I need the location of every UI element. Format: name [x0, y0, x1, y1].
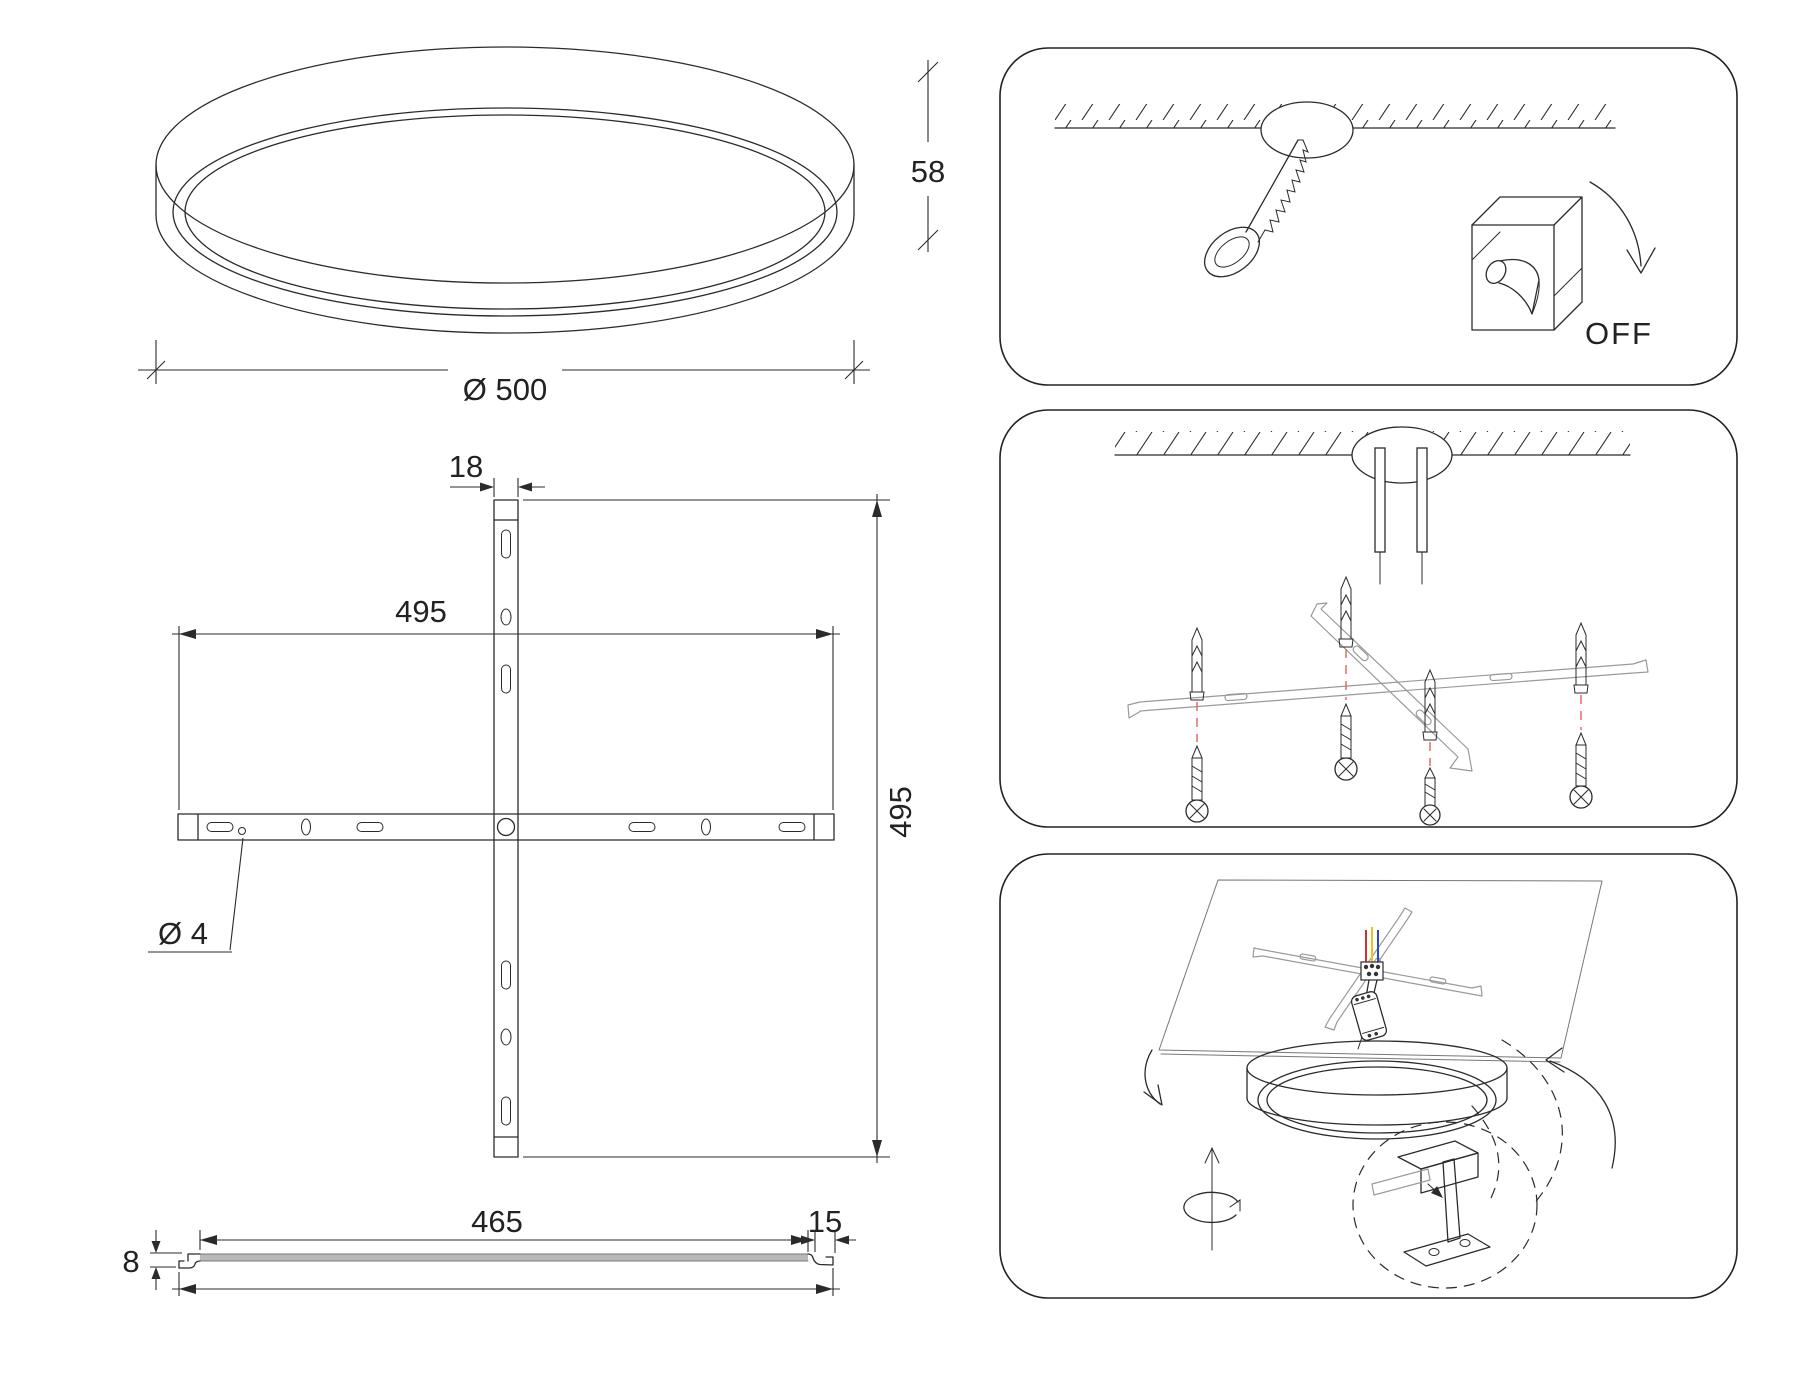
ceiling-hatch-icon: [1115, 427, 1630, 483]
ceiling-hatch-icon: [1055, 102, 1615, 158]
lamp-height-label: 58: [910, 154, 946, 189]
led-driver-icon: [1350, 990, 1388, 1041]
lamp-side-view-icon: [156, 47, 854, 333]
cross-bar-width-label: 18: [448, 449, 484, 484]
wall-anchor-icon: [1574, 623, 1588, 693]
wall-anchor-icon: [1339, 577, 1353, 647]
install-step2-panel: [1000, 410, 1737, 827]
screw-icon: [1335, 704, 1357, 780]
profile-total-length-dimension: [172, 1268, 840, 1296]
screw-icon: [1186, 746, 1208, 822]
profile-inner-length-dimension: [200, 1204, 808, 1252]
cross-arm-length-label: 495: [395, 594, 447, 629]
rotation-axis-icon: [1184, 1148, 1240, 1250]
power-switch-icon: [1472, 197, 1582, 330]
lamp-diameter-dimension: [138, 340, 870, 407]
cross-height-label: 495: [883, 786, 918, 838]
turn-off-arrow-icon: [1590, 182, 1655, 273]
install-step3-panel: [1000, 854, 1737, 1298]
cross-hole-diameter-label: Ø 4: [158, 916, 208, 951]
screw-icon: [1420, 768, 1440, 825]
power-off-label: OFF: [1585, 316, 1653, 351]
wire-connector-icon: [1361, 962, 1383, 980]
lamp-height-dimension: [911, 60, 945, 252]
anchors-and-screws: [1186, 577, 1592, 825]
mounting-cross-3d-icon: [1128, 603, 1648, 771]
mounting-cross-front-view: [178, 500, 834, 1157]
mounting-clip-detail-icon: [1372, 1141, 1490, 1266]
screw-icon: [1570, 733, 1592, 808]
wall-anchor-icon: [1190, 628, 1204, 700]
awl-tool-icon: [1195, 140, 1308, 287]
profile-thickness-dimension: [122, 1230, 182, 1290]
wiring-and-driver: [1350, 927, 1388, 1049]
install-step1-panel: [1000, 48, 1737, 385]
cross-height-dimension: [523, 494, 918, 1163]
cross-arm-length-dimension: [172, 594, 840, 810]
profile-end-offset-label: 15: [807, 1204, 843, 1239]
lamp-diameter-label: Ø 500: [462, 372, 548, 407]
insert-arrow-right-icon: [1546, 1048, 1615, 1168]
profile-inner-length-label: 465: [471, 1204, 523, 1239]
rotate-arrow-left-icon: [1144, 1050, 1162, 1105]
profile-end-offset-dimension: [795, 1204, 856, 1253]
profile-thickness-label: 8: [122, 1244, 140, 1279]
cross-hole-callout: [148, 838, 243, 952]
cross-bar-width-dimension: [449, 449, 545, 497]
mounting-bar-profile-view: [179, 1254, 833, 1268]
